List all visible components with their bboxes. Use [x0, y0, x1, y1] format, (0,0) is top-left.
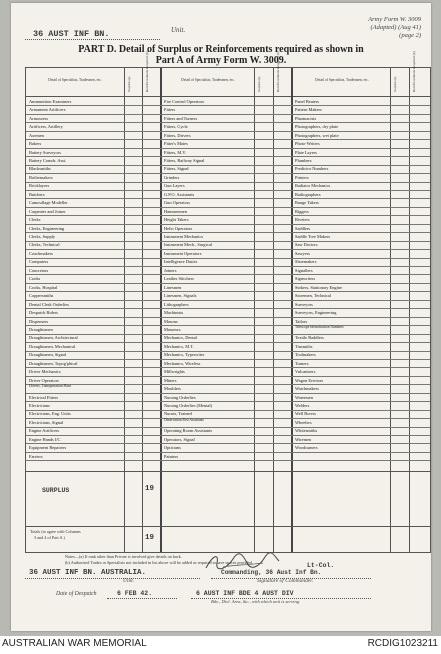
col2-trade-cell: Mechanics, Wireless — [164, 360, 201, 366]
unit-stamp-bottom: 36 AUST INF BN. AUSTRALIA. — [29, 569, 147, 577]
col3-trade-cell: Photographers, wet plate — [295, 132, 339, 138]
col3-trade-cell: Signallers — [295, 267, 313, 273]
col3-trade-cell: Tailors — [295, 318, 308, 324]
col1-trade-cell: Carpenter and Joiner — [29, 208, 66, 214]
unit-stamp: 36 AUST INF BN. — [33, 29, 110, 39]
footer-archive-name: AUSTRALIAN WAR MEMORIAL — [2, 638, 147, 649]
col1-trade-cell: Armourers — [29, 115, 49, 121]
col3-trade-header: Detail of Specialists, Tradesmen, etc. — [315, 78, 369, 82]
col2-trade-cell: Hammermen — [164, 208, 187, 214]
col1-trade-cell: Engine Hands I/C — [29, 436, 61, 442]
col3-trade-cell: Photographers, dry plate — [295, 124, 339, 130]
col3-trade-cell: Panel Beaters — [295, 98, 320, 104]
col3-trade-cell: Woodturners — [295, 445, 318, 451]
col3-trade-cell: Whitesmiths — [295, 428, 318, 434]
table-row-line — [26, 367, 430, 368]
col3-trade-cell: Wheelers — [295, 419, 312, 425]
col1-trade-cell: Drivers, Transportation Plant — [29, 383, 71, 388]
note-line-2: (b) Authorised Trades or Specialists not included in list above will be added as required to save spaces provided. — [65, 560, 254, 565]
col1-trade-cell: Boilermakers — [29, 174, 53, 180]
col2-trade-cell: Instrument Operators — [164, 250, 202, 256]
col3-trade-cell: Saw Doctors — [295, 242, 318, 248]
table-row-line — [26, 148, 430, 149]
col3-trade-cell: Signwriters — [295, 276, 316, 282]
col3-trade-cell: Plumbers — [295, 157, 312, 163]
surplus-row-top — [26, 471, 430, 472]
col2-trade-cell: Fitters and Turners — [164, 115, 198, 121]
table-row-line — [26, 215, 430, 216]
table-header-row — [26, 68, 430, 97]
col1-trade-cell: Battery Comds. Asst. — [29, 157, 67, 163]
unit-label: Unit. — [171, 26, 186, 34]
unit-line-bottom — [25, 578, 200, 579]
table-row-line — [26, 376, 430, 377]
table-row-line — [26, 198, 430, 199]
col1-trade-cell: Clerks — [29, 217, 41, 223]
col2-trade-cell: Fitters, Signal — [164, 166, 189, 172]
col1-trade-cell: Engine Artificers — [29, 428, 60, 434]
col3-trade-cell: Watchmakers — [295, 386, 319, 392]
col2-trade-cell: Instrument Mech., Surgical — [164, 242, 212, 248]
col3-surplus-header: Surplus (a) — [393, 76, 397, 92]
col2-trade-cell: Nursing Orderlies (Mental) — [164, 403, 213, 408]
col2-trade-cell: Gun Operators — [164, 200, 190, 206]
col2-trade-cell: Painters — [164, 453, 179, 459]
footer-record-id: RCDIG1023211 — [367, 638, 438, 649]
table-row-line — [26, 274, 430, 275]
col3-trade-cell: Saddlers — [295, 225, 311, 231]
col1-trade-cell: Dental Clerk Orderlies — [29, 301, 69, 307]
col1-trade-cell: Electricians — [29, 403, 50, 408]
col3-trade-cell: Watermen — [295, 394, 313, 400]
col1-trade-cell: Driver Mechanics — [29, 369, 61, 375]
col3-trade-cell: Sawyers — [295, 250, 310, 256]
col3-trade-cell: Toolmakers — [295, 352, 316, 358]
col1-trade-cell: Clerks, Engineering — [29, 225, 65, 231]
totals-value: 19 — [145, 534, 155, 542]
totals-row-top — [26, 526, 430, 527]
table-row-line — [26, 249, 430, 250]
table-row-line — [26, 334, 430, 335]
form-page-text: (page 2) — [399, 32, 421, 39]
col-divider — [273, 68, 274, 552]
col3-trade-cell: Riveters — [295, 217, 310, 223]
col1-trade-cell: Farriers — [29, 453, 43, 459]
destination-stamp: 6 AUST INF BDE 4 AUST DIV — [196, 590, 294, 597]
table-row-line — [26, 410, 430, 411]
col2-trade-cell: Instrument Mechanics — [164, 234, 204, 239]
col3-trade-cell: Surveyors — [295, 301, 313, 307]
table-row-line — [26, 190, 430, 191]
col1-trade-cell: Driver Operators — [29, 377, 59, 383]
col3-trade-cell: Saddle Tree Makers — [295, 234, 331, 239]
col2-trade-cell: Fitter's Mates — [164, 141, 188, 147]
col2-trade-cell: Moulders — [164, 386, 181, 392]
table-row-line — [26, 258, 430, 259]
col-divider — [409, 68, 410, 552]
destination-label: Bde., Divl. Area, &c., with which unit is serving. — [211, 599, 301, 604]
col3-trade-cell: Pattern Makers — [295, 107, 322, 113]
col1-trade-cell: Electricians, Signal — [29, 419, 64, 425]
col3-trade-cell: Textile Raddlers — [295, 335, 324, 341]
table-row-line — [26, 317, 430, 318]
col3-trade-cell: Surveyors, Engineering — [295, 310, 337, 316]
col2-trade-cell: Fitters — [164, 107, 176, 113]
col-divider — [124, 68, 125, 552]
col2-trade-header: Detail of Specialists, Tradesmen, etc. — [181, 78, 235, 82]
commander-stamp: Commanding, 36 Aust Inf Bn. — [221, 569, 322, 576]
col2-trade-cell: Miners — [164, 377, 177, 383]
form-page — [11, 3, 431, 631]
note-line-1: Notes—(a) If rank other than Private is involved give details on back. — [65, 554, 182, 559]
col2-trade-cell: Mechanics, Typewriter — [164, 352, 205, 358]
col1-trade-header: Detail of Specialists, Tradesmen, etc. — [48, 78, 102, 82]
col1-trade-cell: Armament Artificers — [29, 107, 66, 113]
despatch-date: 6 FEB 42. — [117, 590, 153, 597]
table-row-line — [26, 359, 430, 360]
col1-trade-cell: Artificers, Artillery — [29, 124, 63, 130]
col2-trade-cell: Nursing Orderlies — [164, 394, 196, 400]
col2-trade-cell: Millwrights — [164, 369, 185, 375]
table-row-line — [26, 131, 430, 132]
col-divider — [254, 68, 255, 552]
col3-trade-cell: Radiator Mechanics — [295, 183, 331, 189]
col2-trade-cell: Fitters, Cycle — [164, 124, 188, 130]
col1-trade-cell: Clerks, Technical — [29, 242, 60, 248]
rank-stamp: Lt-Col. — [307, 562, 335, 569]
col1-trade-cell: Despatch Riders — [29, 310, 58, 316]
col1-surplus-header: Surplus (a) — [127, 76, 131, 92]
col1-trade-cell: Dispensers — [29, 318, 49, 324]
col3-trade-cell: Photo-Writers — [295, 141, 320, 147]
col2-trade-cell: Intelligence Duties — [164, 259, 198, 265]
col3-trade-cell: Vulcanisers — [295, 369, 316, 375]
despatch-label: Date of Despatch — [56, 591, 97, 597]
table-row-line — [26, 207, 430, 208]
col2-trade-cell: Fire Control Operators — [164, 98, 204, 104]
col1-trade-cell: Concretors — [29, 267, 49, 273]
col1-trade-cell: Cooks, Hospital — [29, 284, 58, 290]
unit-label-bottom: Unit. — [123, 578, 135, 584]
col1-trade-cell: Bakers — [29, 141, 42, 147]
col3-trade-cell: Plate Layers — [295, 149, 317, 155]
table-row-line — [26, 308, 430, 309]
col2-trade-cell: Helio Operators — [164, 225, 193, 231]
col1-trade-cell: Coppersmiths — [29, 293, 54, 299]
col1-trade-cell: Cooks — [29, 276, 41, 282]
table-row-line — [26, 266, 430, 267]
table-row-line — [26, 122, 430, 123]
col2-trade-cell: Gun Layers — [164, 183, 185, 189]
table-row-line — [26, 156, 430, 157]
col-divider — [142, 68, 143, 552]
table-row-line — [26, 401, 430, 402]
table-row-line — [26, 351, 430, 352]
col2-trade-cell: Nurses, Trained — [164, 411, 192, 417]
col1-trade-cell: Axemen — [29, 132, 44, 138]
col1-trade-cell: Draughtsmen, Topog'phical — [29, 360, 78, 366]
col2-trade-cell: Grinders — [164, 174, 180, 180]
col1-trade-cell: Equipment Repairers — [29, 445, 67, 451]
col1-trade-cell: Blacksmiths — [29, 166, 51, 172]
footer-bar — [0, 636, 441, 654]
col1-trade-cell: Bricklayers — [29, 183, 50, 189]
table-row-line — [26, 443, 430, 444]
col3-trade-cell: Wagon Erectors — [295, 377, 324, 383]
surplus-value: 19 — [145, 485, 155, 493]
col2-trade-cell: Observation Post Assistants — [164, 417, 204, 422]
col-divider-thick — [160, 68, 162, 552]
col2-trade-cell: Height Takers — [164, 217, 189, 223]
col2-trade-cell: Fitters, Railway Signal — [164, 157, 205, 163]
form-number-text: Army Form W. 3009 — [368, 16, 421, 23]
table-row-line — [26, 165, 430, 166]
totals-label-1: Totals (to agree with Columns — [30, 529, 81, 534]
table-row-line — [26, 241, 430, 242]
col2-surplus-header: Surplus (a) — [257, 76, 261, 92]
table-row-line — [26, 300, 430, 301]
form-title — [11, 44, 431, 66]
table-row-line — [26, 393, 430, 394]
col2-trade-cell: Operating Room Assistants — [164, 428, 213, 434]
col3-trade-cell: Tinsmiths — [295, 343, 313, 349]
col3-trade-cell: Well Borers — [295, 411, 316, 417]
col1-trade-cell: Draughtsmen — [29, 326, 53, 332]
col1-trade-cell: Draughtsmen, Signal — [29, 352, 67, 358]
col3-trade-cell: Riggers — [295, 208, 309, 214]
col1-trade-cell: Draughtsmen, Architectural — [29, 335, 78, 341]
form-title-line1: PART D. Detail of Surplus or Reinforcements required as shown in — [78, 44, 364, 55]
col1-trade-cell: Electricians, Eng. Units — [29, 411, 71, 417]
col2-trade-cell: Joiners — [164, 267, 177, 273]
table-row-line — [26, 452, 430, 453]
col3-trade-cell: Range Takers — [295, 200, 319, 206]
col2-trade-cell: Machinists — [164, 310, 184, 316]
col1-trade-cell: Draughtsmen, Mechanical — [29, 343, 76, 349]
table-row-line — [26, 460, 430, 461]
table-row-line — [26, 342, 430, 343]
col3-trade-cell: Printers — [295, 174, 309, 180]
signature-label: Signature of Commander. — [257, 578, 314, 584]
table-row-line — [26, 283, 430, 284]
col1-trade-cell: Electrical Fitters — [29, 394, 59, 400]
table-row-line — [26, 182, 430, 183]
table-row-line — [26, 139, 430, 140]
unit-line — [25, 39, 160, 40]
surplus-label: SURPLUS — [42, 487, 70, 494]
table-row-line — [26, 114, 430, 115]
col1-trade-cell: Butchers — [29, 191, 45, 197]
col3-trade-cell: Stokers, Stationary Engine — [295, 284, 342, 290]
col1-trade-cell: Clerks, Supply — [29, 234, 56, 239]
col1-trade-cell: Coachmakers — [29, 250, 53, 256]
col-divider-thick — [291, 68, 293, 552]
col2-trade-cell: Lithographers — [164, 301, 189, 307]
col3-trade-cell: Welders — [295, 403, 310, 408]
table-row-line — [26, 224, 430, 225]
col3-trade-cell: Shoemakers — [295, 259, 317, 265]
despatch-line — [107, 598, 177, 599]
col2-trade-cell: Fitters, Drivers — [164, 132, 191, 138]
col2-trade-cell: Opticians — [164, 445, 181, 451]
col2-trade-cell: Masons — [164, 318, 178, 324]
col2-trade-cell: Fitters, M.V. — [164, 149, 187, 155]
col2-trade-cell: Leather Stitchers — [164, 276, 194, 282]
col3-trade-cell: Telescope Identification Numbers — [295, 324, 344, 329]
form-number — [368, 16, 421, 40]
table-row-line — [26, 173, 430, 174]
col2-trade-cell: Masseurs — [164, 326, 181, 332]
col1-trade-cell: Battery Surveyors — [29, 149, 61, 155]
col2-trade-cell: Linesmen, Signals — [164, 293, 197, 299]
col1-trade-cell: Ammunition Examiners — [29, 98, 72, 104]
form-title-line2: Part A of Army Form W. 3009. — [155, 55, 287, 66]
col2-trade-cell: G.P.O. Assistants — [164, 191, 195, 197]
col3-trade-cell: Wiremen — [295, 436, 312, 442]
col3-trade-cell: Radiographers — [295, 191, 321, 197]
col2-trade-cell: Mechanics, Dental — [164, 335, 197, 341]
table-row-line — [26, 232, 430, 233]
col3-trade-cell: Predictor Numbers — [295, 166, 329, 172]
table-row-line — [26, 291, 430, 292]
col1-trade-cell: Camouflage Modeller — [29, 200, 68, 206]
col1-reinf-header: Reinforcements Required (b) — [145, 51, 149, 92]
table-row-line — [26, 435, 430, 436]
col-divider — [390, 68, 391, 552]
col2-trade-cell: Linesmen — [164, 284, 182, 290]
col3-trade-cell: Pharmacists — [295, 115, 317, 121]
col3-trade-cell: Storemen, Technical — [295, 293, 331, 299]
col2-reinf-header: Reinforcements Required (b) — [276, 51, 280, 92]
col3-trade-cell: Turners — [295, 360, 309, 366]
table-row-line — [26, 105, 430, 106]
col2-trade-cell: Operators, Signal — [164, 436, 195, 442]
col3-reinf-header: Reinforcements Required (b) — [412, 51, 416, 92]
col2-trade-cell: Mechanics, M.T. — [164, 343, 194, 349]
form-adapted-text: (Adapted) (Aug 41) — [370, 24, 421, 31]
col1-trade-cell: Computers — [29, 259, 49, 265]
totals-label-2: 3 and 4 of Part A.) — [34, 535, 65, 540]
table-row-line — [26, 427, 430, 428]
